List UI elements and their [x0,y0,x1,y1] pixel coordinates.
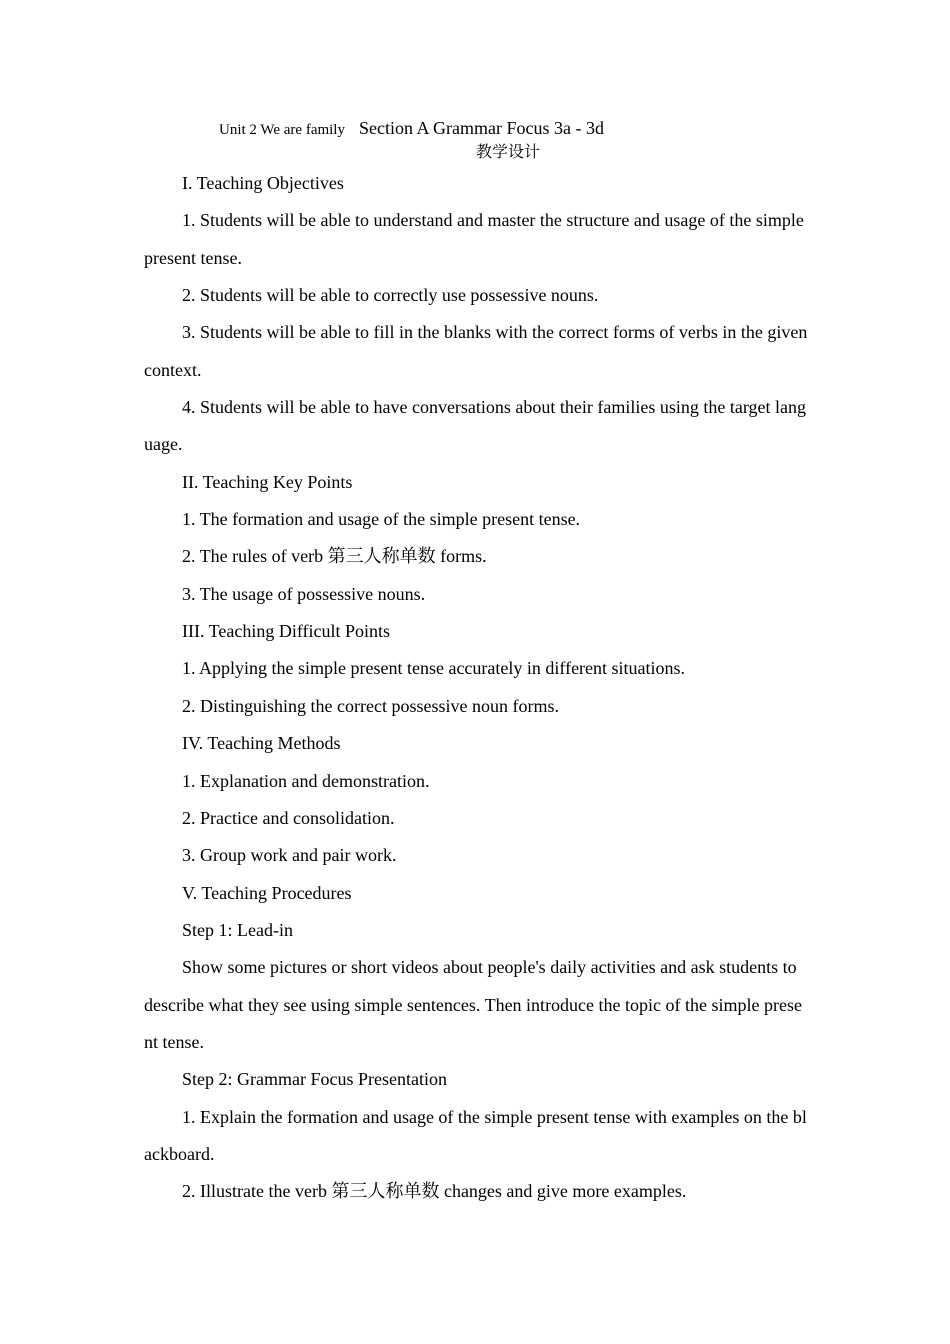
paragraph: 1. Explain the formation and usage of the simple present tense with examples on the blackboard. [144,1106,807,1164]
step-heading: Step 2: Grammar Focus Presentation [182,1069,447,1090]
title-section: Section A Grammar Focus 3a - 3d [358,118,604,138]
paragraph: 1. Explanation and demonstration. [182,770,430,791]
section-heading: I. Teaching Objectives [182,173,344,193]
paragraph: 1. Applying the simple present tense accurately in different situations. [182,658,686,679]
section-heading: II. Teaching Key Points [182,471,353,492]
document-subtitle: 教学设计 [476,144,541,161]
document-title [219,116,604,142]
section-heading: IV. Teaching Methods [182,733,341,754]
paragraph: 2. Practice and consolidation. [182,807,395,828]
paragraph: 1. The formation and usage of the simple present tense. [182,509,581,530]
section-heading: III. Teaching Difficult Points [182,621,391,642]
title-unit: Unit 2 We are family [219,122,345,138]
paragraph: 2. Students will be able to correctly use possessive nouns. [182,285,599,306]
document-body [144,165,808,1211]
paragraph: 1. Students will be able to understand and master the structure and usage of the simple present tense. [144,210,804,268]
paragraph: 3. Students will be able to fill in the blanks with the correct forms of verbs in the given context. [144,322,808,380]
paragraph: 2. The rules of verb 第三人称单数 forms. [182,546,487,567]
paragraph: 3. The usage of possessive nouns. [182,583,426,604]
section-heading: V. Teaching Procedures [182,882,352,903]
paragraph: 2. Illustrate the verb 第三人称单数 changes and give more examples. [182,1181,687,1202]
paragraph: Show some pictures or short videos about people's daily activities and ask students to describe what they see using simple sentences. Then introduce the topic of the simple present tense. [144,957,802,1052]
paragraph: 2. Distinguishing the correct possessive noun forms. [182,695,559,716]
paragraph: 3. Group work and pair work. [182,845,397,866]
paragraph: 4. Students will be able to have conversations about their families using the target language. [144,397,807,455]
step-heading: Step 1: Lead-in [182,919,293,940]
